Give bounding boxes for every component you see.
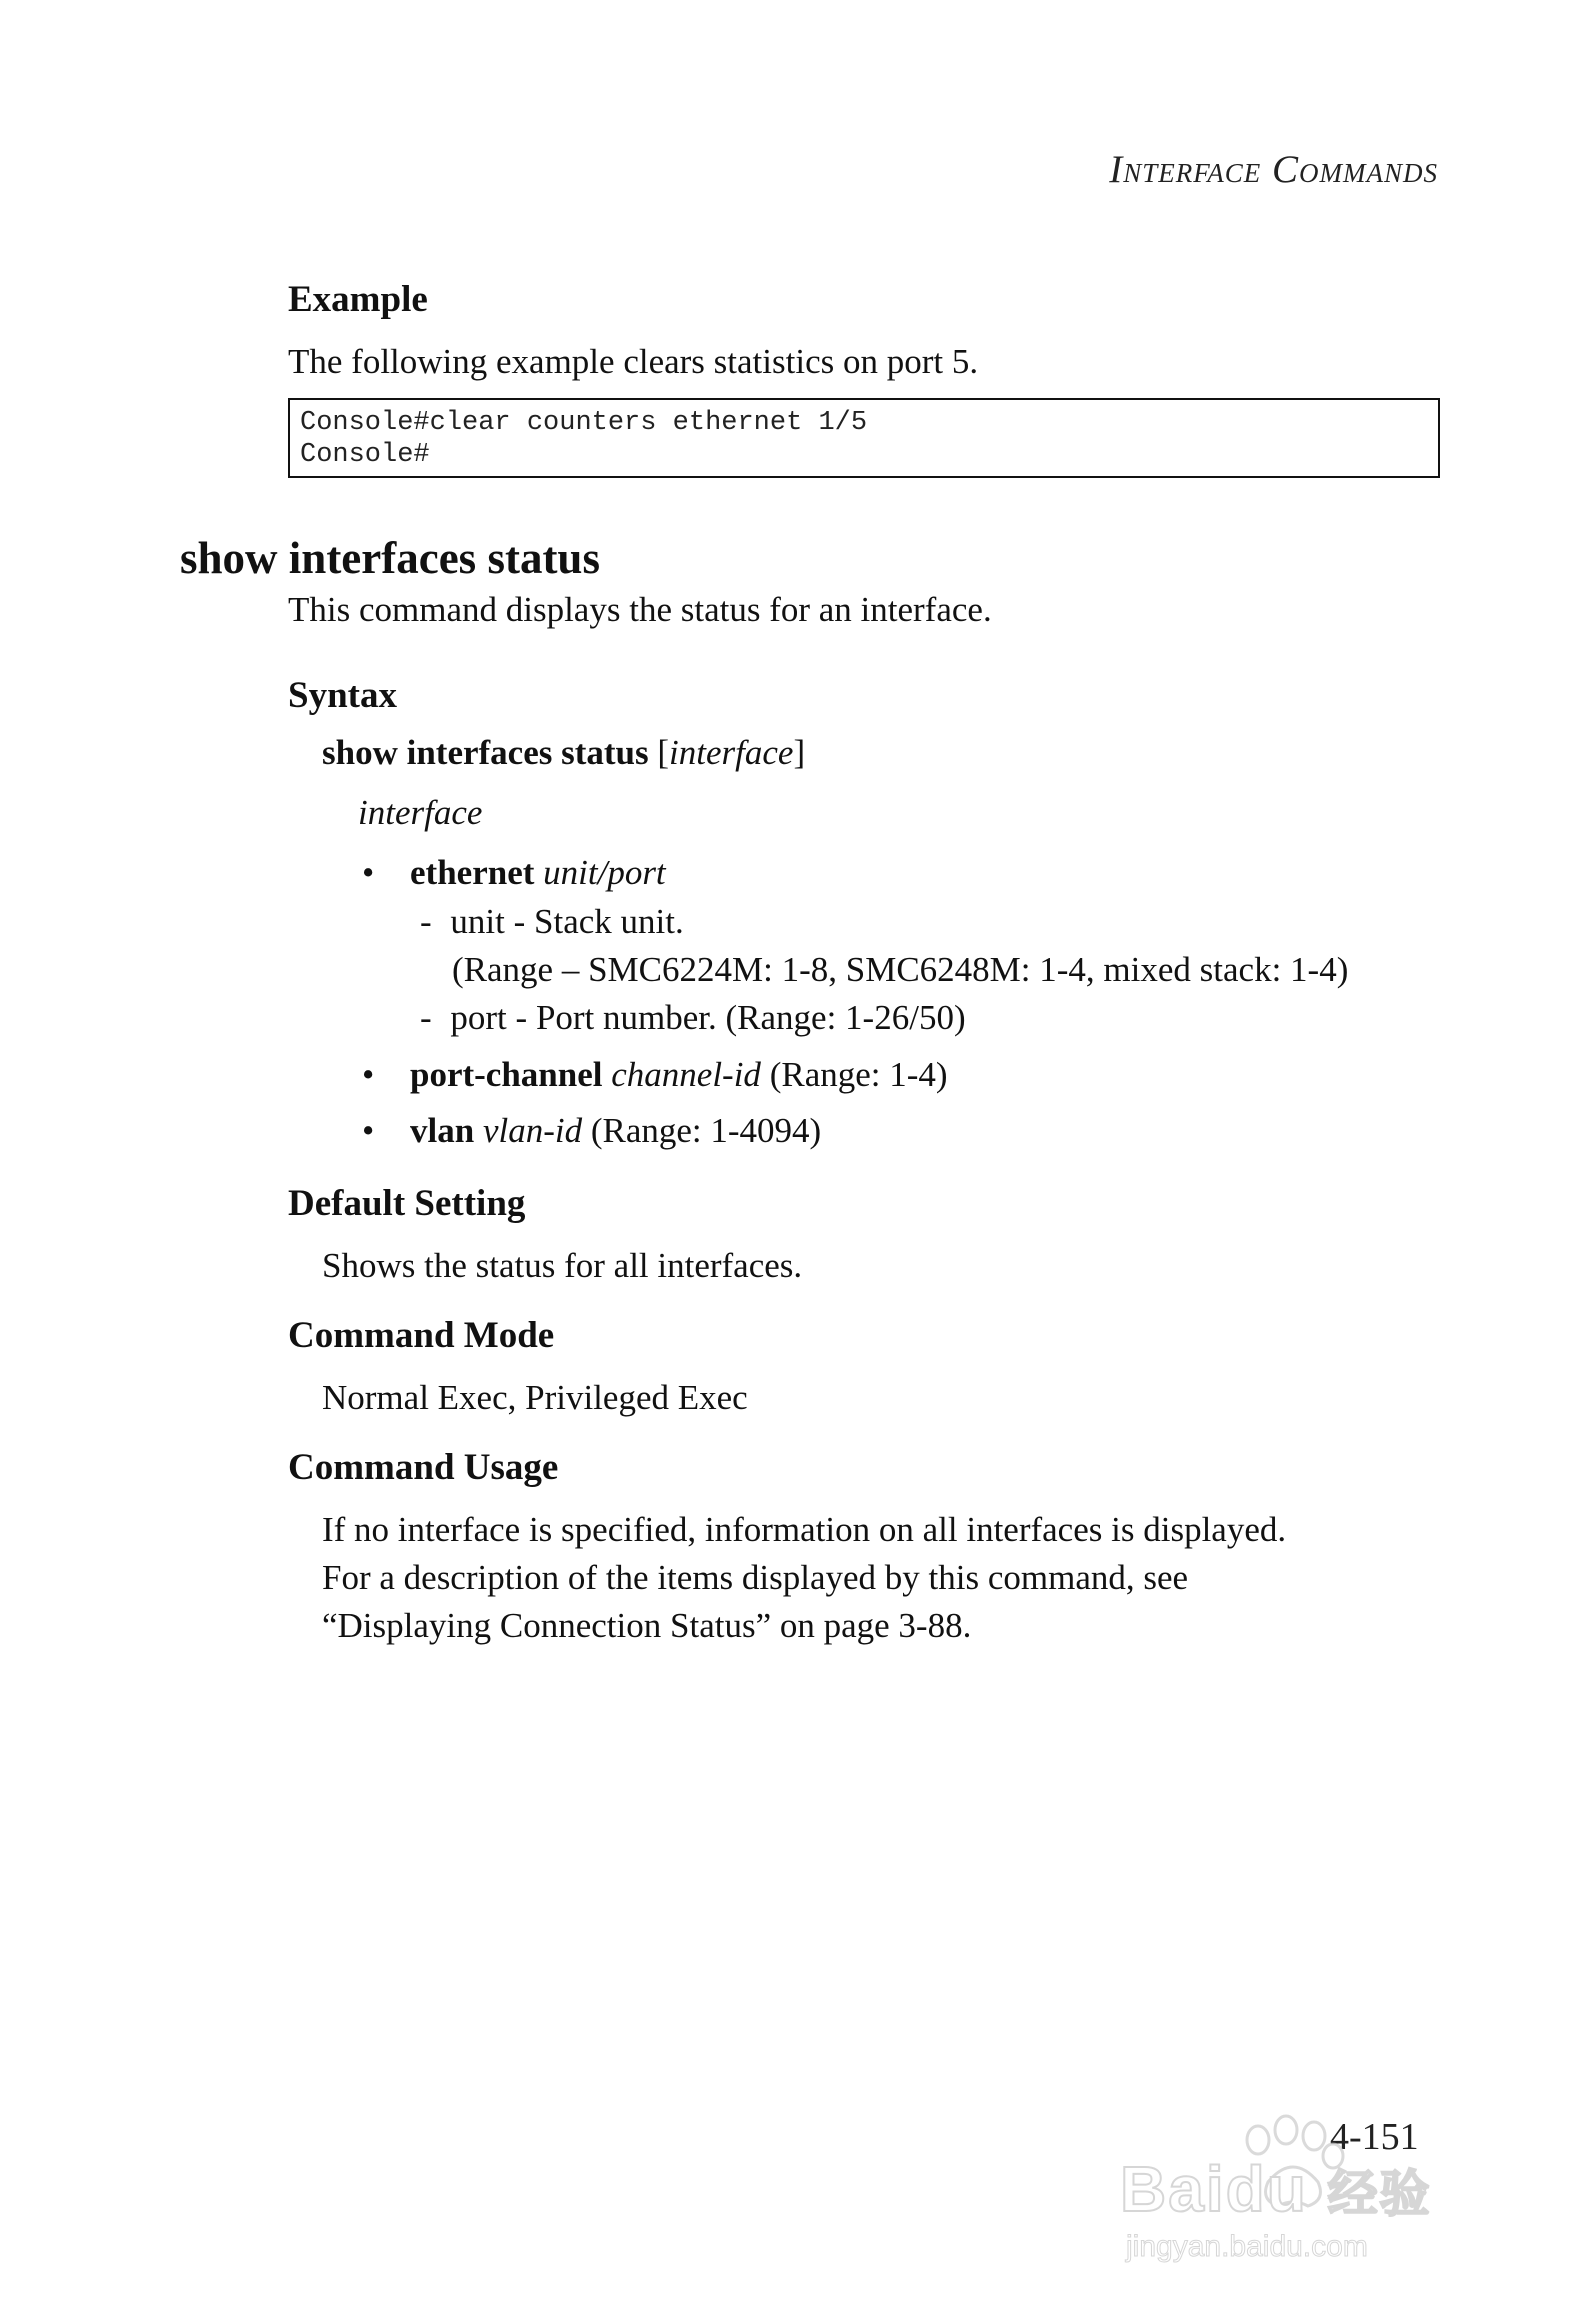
command-usage-line: If no interface is specified, information on all interfaces is displayed. (322, 1510, 1287, 1549)
bullet-keyword: ethernet (410, 853, 535, 892)
syntax-command: show interfaces status (322, 733, 649, 772)
default-setting-text: Shows the status for all interfaces. (322, 1246, 803, 1285)
sub-item-port (420, 998, 966, 1038)
bullet-range: (Range: 1-4) (769, 1055, 948, 1094)
bullet-dot: • (362, 1055, 375, 1094)
syntax-line (322, 733, 805, 773)
bullet-range: (Range: 1-4094) (590, 1111, 822, 1150)
example-description: The following example clears statistics on port 5. (288, 342, 979, 381)
sub-dash: - (420, 998, 432, 1037)
command-usage-heading: Command Usage (288, 1447, 559, 1488)
watermark-url: jingyan.baidu.com (1126, 2230, 1368, 2263)
watermark-suffix: 经验 (1327, 2166, 1432, 2222)
bullet-dot: • (362, 853, 375, 892)
syntax-open-bracket: [ (657, 733, 670, 772)
command-mode-heading: Command Mode (288, 1315, 555, 1356)
bullet-arg: unit/port (543, 853, 666, 892)
command-mode-text: Normal Exec, Privileged Exec (322, 1378, 748, 1417)
sub-text: port - Port number. (Range: 1-26/50) (450, 998, 966, 1037)
page-number: 4-151 (1330, 2116, 1419, 2158)
syntax-arg: interface (669, 733, 794, 772)
command-usage-line: For a description of the items displayed by this command, see (322, 1558, 1189, 1597)
watermark-brand: Bai (1120, 2153, 1226, 2225)
watermark-brand2: du (1225, 2153, 1308, 2225)
example-heading: Example (288, 279, 428, 320)
sub-text: (Range – SMC6224M: 1-8, SMC6248M: 1-4, mixed stack: 1-4) (452, 950, 1349, 989)
param-name: interface (358, 793, 483, 832)
code-line: Console# (300, 440, 430, 470)
sub-item-unit (420, 902, 684, 942)
bullet-arg: channel-id (611, 1055, 761, 1094)
code-block (288, 398, 1440, 478)
running-header: Interface Commands (1109, 148, 1438, 191)
sub-dash: - (420, 902, 432, 941)
default-setting-heading: Default Setting (288, 1183, 526, 1224)
sub-item-range (452, 950, 1348, 990)
syntax-heading: Syntax (288, 675, 397, 716)
code-line: Console#clear counters ethernet 1/5 (300, 408, 868, 438)
baidu-watermark (1118, 2090, 1498, 2263)
bullet-keyword: vlan (410, 1111, 475, 1150)
bullet-dot: • (362, 1111, 375, 1150)
command-title: show interfaces status (180, 533, 600, 583)
command-description: This command displays the status for an interface. (288, 590, 992, 629)
command-usage-line: “Displaying Connection Status” on page 3-88. (322, 1606, 972, 1645)
sub-text: unit - Stack unit. (450, 902, 684, 941)
syntax-close-bracket: ] (793, 733, 806, 772)
bullet-keyword: port-channel (410, 1055, 603, 1094)
bullet-arg: vlan-id (482, 1111, 583, 1150)
